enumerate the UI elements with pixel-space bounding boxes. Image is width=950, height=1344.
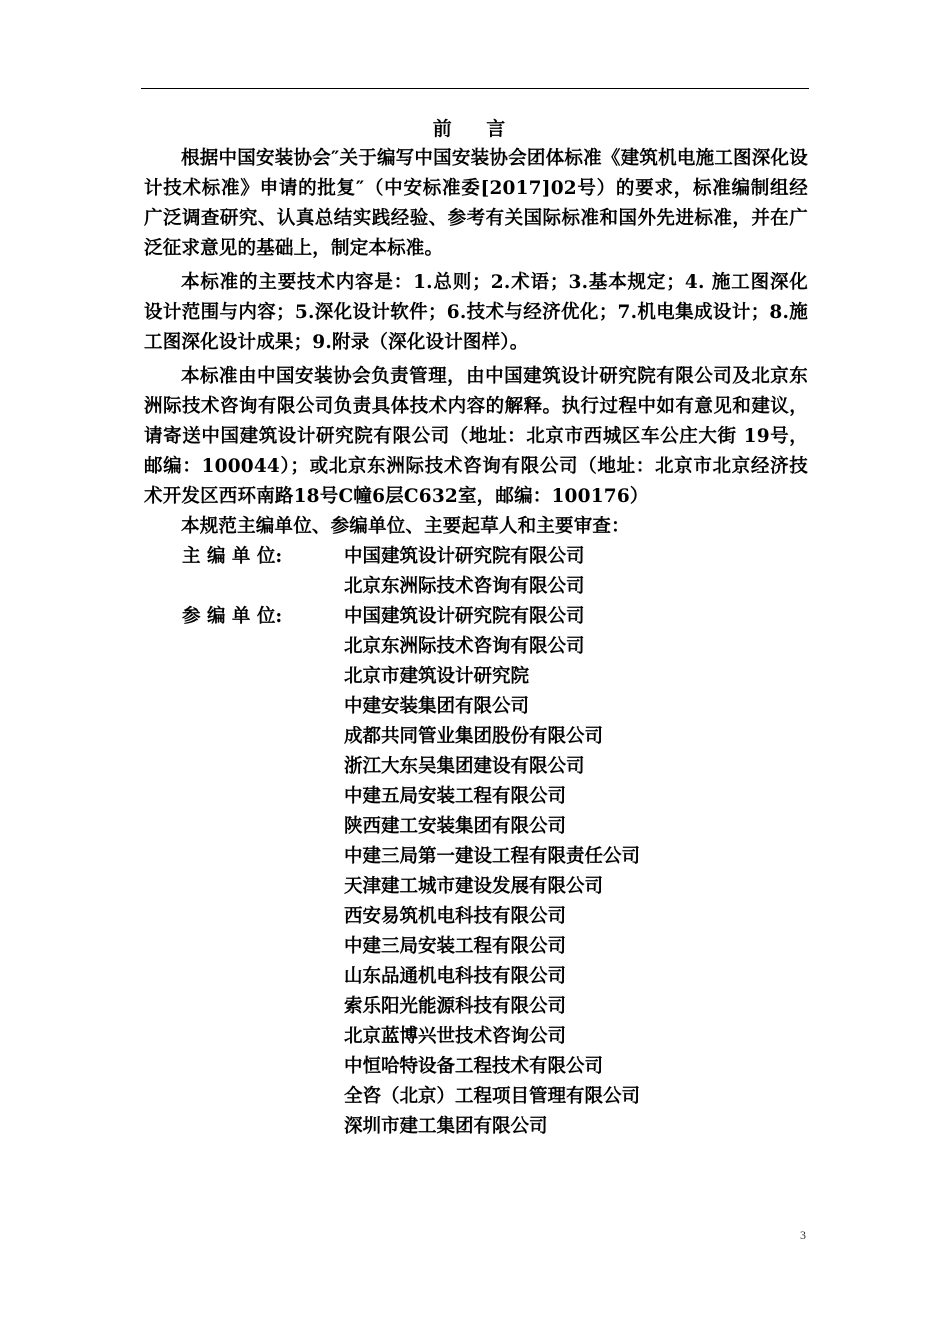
unit-row xyxy=(144,692,808,722)
header-rule xyxy=(141,88,809,89)
document-body xyxy=(144,114,808,1142)
unit-row xyxy=(144,992,808,1022)
chief-units-list xyxy=(144,542,808,602)
unit-name: 中国建筑设计研究院有限公司 xyxy=(344,546,585,567)
participating-units-list xyxy=(144,602,808,1142)
participating-units-label: 参 编 单 位: xyxy=(182,606,283,627)
chief-units-label: 主 编 单 位: xyxy=(182,546,283,567)
unit-name: 中建五局安装工程有限公司 xyxy=(344,786,567,807)
unit-row xyxy=(144,872,808,902)
unit-name: 成都共同管业集团股份有限公司 xyxy=(344,726,604,747)
unit-row xyxy=(144,602,808,632)
unit-row xyxy=(144,1082,808,1112)
unit-name: 北京东洲际技术咨询有限公司 xyxy=(344,576,585,597)
unit-name: 西安易筑机电科技有限公司 xyxy=(344,906,567,927)
intro-paragraph: 根据中国安装协会″关于编写中国安装协会团体标准《建筑机电施工图深化设计技术标准》申请的批复″（中安标准委[2017]02号）的要求，标准编制组经广泛调查研究、认真总结实践经验、参考有关国际标准和国外先进标准，并在广泛征求意见的基础上，制定本标准。 xyxy=(144,148,808,259)
page-number: 3 xyxy=(800,1228,806,1242)
unit-name: 索乐阳光能源科技有限公司 xyxy=(344,996,567,1017)
unit-row xyxy=(144,962,808,992)
unit-row xyxy=(144,1112,808,1142)
unit-name: 北京蓝博兴世技术咨询公司 xyxy=(344,1026,567,1047)
unit-row xyxy=(144,632,808,662)
unit-name: 全咨（北京）工程项目管理有限公司 xyxy=(344,1086,641,1107)
unit-name: 北京市建筑设计研究院 xyxy=(344,666,530,687)
units-intro-paragraph: 本规范主编单位、参编单位、主要起草人和主要审查： xyxy=(181,516,630,537)
management-paragraph: 本标准由中国安装协会负责管理，由中国建筑设计研究院有限公司及北京东洲际技术咨询有限公司负责具体技术内容的解释。执行过程中如有意见和建议，请寄送中国建筑设计研究院有限公司（地址：北京市西城区车公庄大街 19号，邮编：100044）；或北京东洲际技术咨询有限公司（地址：北京市北京经济技术开发区西环南路18号C幢6层C632室，邮编：100176） xyxy=(144,366,808,507)
unit-name: 中建安装集团有限公司 xyxy=(344,696,530,717)
unit-row xyxy=(144,722,808,752)
unit-name: 浙江大东吴集团建设有限公司 xyxy=(344,756,585,777)
unit-row xyxy=(144,1022,808,1052)
unit-row xyxy=(144,572,808,602)
unit-name: 中建三局安装工程有限公司 xyxy=(344,936,567,957)
unit-name: 陕西建工安装集团有限公司 xyxy=(344,816,567,837)
unit-name: 北京东洲际技术咨询有限公司 xyxy=(344,636,585,657)
unit-name: 中国建筑设计研究院有限公司 xyxy=(344,606,585,627)
unit-row xyxy=(144,902,808,932)
unit-row xyxy=(144,932,808,962)
page-title: 前 言 xyxy=(432,118,520,140)
unit-row xyxy=(144,812,808,842)
unit-row xyxy=(144,842,808,872)
unit-name: 中恒哈特设备工程技术有限公司 xyxy=(344,1056,604,1077)
unit-name: 山东品通机电科技有限公司 xyxy=(344,966,567,987)
unit-row xyxy=(144,752,808,782)
unit-row xyxy=(144,1052,808,1082)
unit-name: 深圳市建工集团有限公司 xyxy=(344,1116,548,1137)
unit-name: 中建三局第一建设工程有限责任公司 xyxy=(344,846,641,867)
unit-row xyxy=(144,542,808,572)
unit-name: 天津建工城市建设发展有限公司 xyxy=(344,876,604,897)
unit-row xyxy=(144,782,808,812)
unit-row xyxy=(144,662,808,692)
content-paragraph: 本标准的主要技术内容是：1.总则；2.术语；3.基本规定；4. 施工图深化设计范围与内容；5.深化设计软件；6.技术与经济优化；7.机电集成设计；8.施工图深化设计成果；9.附录（深化设计图样）。 xyxy=(144,272,808,353)
